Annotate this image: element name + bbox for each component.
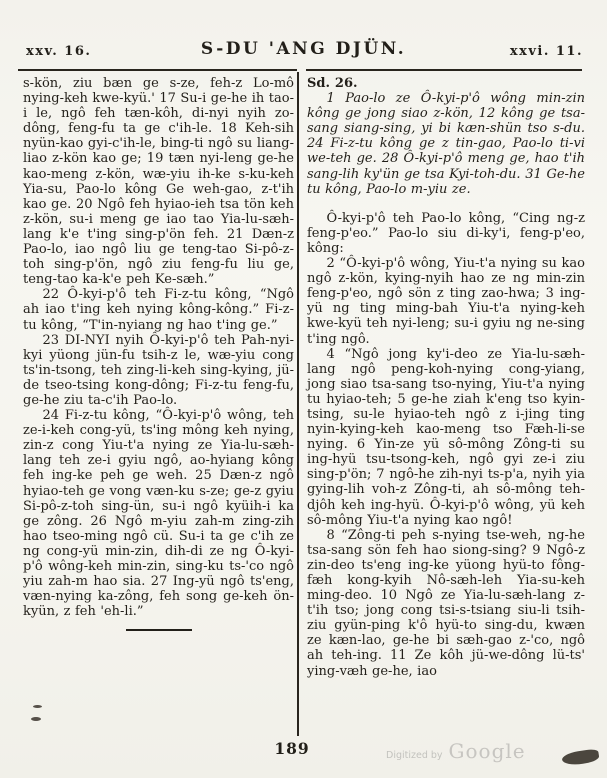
paragraph: 4 “Ngô jong ky'i-deo ze Yia-lu-sæh-lang ngô peng-koh-nying cong-yiang, jong siao tsa-sang tso-nying, Yiu-t'a nying tu hyiao-teh; 5 ge-he ziah k'eng tso kyin-tsing, su-le hyiao-teh ngô z i-jing ting nyin-kying-keh kao-meng tso Fæh-li-se nying. 6 Yin-ze yü sô-mông Zông-ti su ing-hyü tsu-tsong-keh, ngô gyi ze-i ziu sing-p'ön; 7 ngô-he zih-nyi ts-p'a, nyih yia gying-lih voh-z Zông-ti, ah sô-mông teh-djôh keh ing-hyü. Ô-kyi-p'ô wông, yü keh sô-mông Yiu-t'a nying kao ngô! [307,346,585,528]
header-rule-left [18,69,297,71]
section-end-rule [126,629,192,631]
paragraph: 8 “Zông-ti peh s-nying tse-weh, ng-he tsa-sang sön feh hao siong-sing? 9 Ngô-z zin-deo ts'eng ing-ke yüong hyü-to fông-fæh kong-kyih Nô-sæh-leh Yia-su-keh ming-deo. 10 Ngô ze Yia-lu-sæh-lang z-t'ih tso; jong cong tsi-s-tsiang siu-li tsih-ziu gyün-ping k'ô hyü-to sing-du, kwæn ze kæn-lao, ge-he bi sæh-gao z-'co, ngô ah teh-ing. 11 Ze kôh jü-we-dông lü-ts' ying-væh ge-he, iao [307,527,585,679]
page-number: 189 [274,739,310,758]
header-chapter-ref-right: xxvi. 11. [509,44,583,59]
paragraph: 23 DI-NYI nyih Ô-kyi-p'ô teh Pah-nyi-kyi yüong jün-fu tsih-z le, wæ-yiu cong ts'in-tsong, teh zing-li-keh sing-kying, jü-de tseo-tsing kong-dông; Fi-z-tu feng-fu, ge-he ziu ta-c'ih Pao-lo. [23,332,294,408]
chapter-summary: 1 Pao-lo ze Ô-kyi-p'ô wông min-zin kông ge jong siao z-kön, 12 kông ge tsa-sang siang-sing, yi bi kæn-shün tso s-du. 24 Fi-z-tu kông ge z tin-gao, Pao-lo ti-vi we-teh ge. 28 Ô-kyi-p'ô meng ge, hao t'ih sang-lih ky'ün ge tsa Kyi-toh-du. 31 Ge-he tu kông, Pao-lo m-yiu ze. [307,91,585,197]
paragraph: 24 Fi-z-tu kông, “Ô-kyi-p'ô wông, teh ze-i-keh cong-yü, ts'ing mông keh nying, zin-z cong Yiu-t'a nying ze Yia-lu-sæh-lang teh ze-i gyiu ngô, ao-hyiang kông feh ing-ke peh ge weh. 25 Dæn-z ngô hyiao-teh ge vong væn-ku s-ze; ge-z gyiu Si-pô-z-toh sing-ün, su-i ngô kyüih-i ka ge zông. 26 Ngô m-yiu zah-m zing-zih hao tseo-ming ngô cü. Su-i ta ge c'ih ze ng cong-yü min-zin, dih-di ze ng Ô-kyi-p'ô wông-keh min-zin, sing-ku ts-'co ngô yiu zah-m hao sia. 27 Ing-yü ngô ts'eng, væn-nying ka-zông, feh song ge-keh ön-kyün, z feh 'eh-li.” [23,408,294,620]
google-logo: Google [448,739,526,763]
paragraph: s-kön, ziu bæn ge s-ze, feh-z Lo-mô nying-keh kwe-kyü.' 17 Su-i ge-he ih tao-i le, ngô feh tæn-kôh, di-nyi nyih zo-dông, feng-fu ta ge c'ih-le. 18 Keh-sih nyün-kao gyi-c'ih-le, bing-ti ngô su liang-liao z-kön kao ge; 19 tæn nyi-leng ge-he kao-meng z-kön, wæ-yiu ih-ke s-ku-keh Yia-su, Pao-lo kông Ge weh-gao, z-t'ih kao ge. 20 Ngô feh hyiao-ieh tsa tön keh z-kön, su-i meng ge iao tao Yia-lu-sæh-lang k'e t'ing sing-p'ön feh. 21 Dæn-z Pao-lo, iao ngô liu ge teng-tao Si-pô-z-toh sing-p'ön, ngô ziu feng-fu liu ge, teng-tao ka-k'e peh Ke-sæh.” [23,76,294,288]
paragraph: 2 “Ô-kyi-p'ô wông, Yiu-t'a nying su kao ngô z-kön, kying-nyih hao ze ng min-zin feng-p'eo, ngô sön z ting zao-hwa; 3 ing-yü ng ting ming-bah Yiu-t'a nying-keh kwe-kyü teh nyi-leng; su-i gyiu ng ne-sing t'ing ngô. [307,256,585,347]
ink-speck [31,717,41,721]
header-rule-right [306,69,582,71]
scan-smudge [561,748,600,767]
section-heading: Sd. 26. [307,76,358,91]
left-text-column [23,76,294,631]
watermark-prefix: Digitized by [386,750,443,761]
paragraph: 22 Ô-kyi-p'ô teh Fi-z-tu kông, “Ngô ah iao t'ing keh nying kông-kông.” Fi-z-tu kông, “T'in-nyiang ng hao t'ing ge.” [23,287,294,333]
column-divider-rule [297,72,299,736]
header-chapter-ref-left: xxv. 16. [26,44,92,59]
digitized-by-google-watermark [386,739,526,763]
right-text-column [307,76,585,679]
ink-speck [33,705,42,708]
paragraph: Ô-kyi-p'ô teh Pao-lo kông, “Cing ng-z feng-p'eo.” Pao-lo siu di-ky'i, feng-p'eo, kông: [307,210,585,256]
page-title: S-DU 'ANG DJÜN. [200,39,407,59]
